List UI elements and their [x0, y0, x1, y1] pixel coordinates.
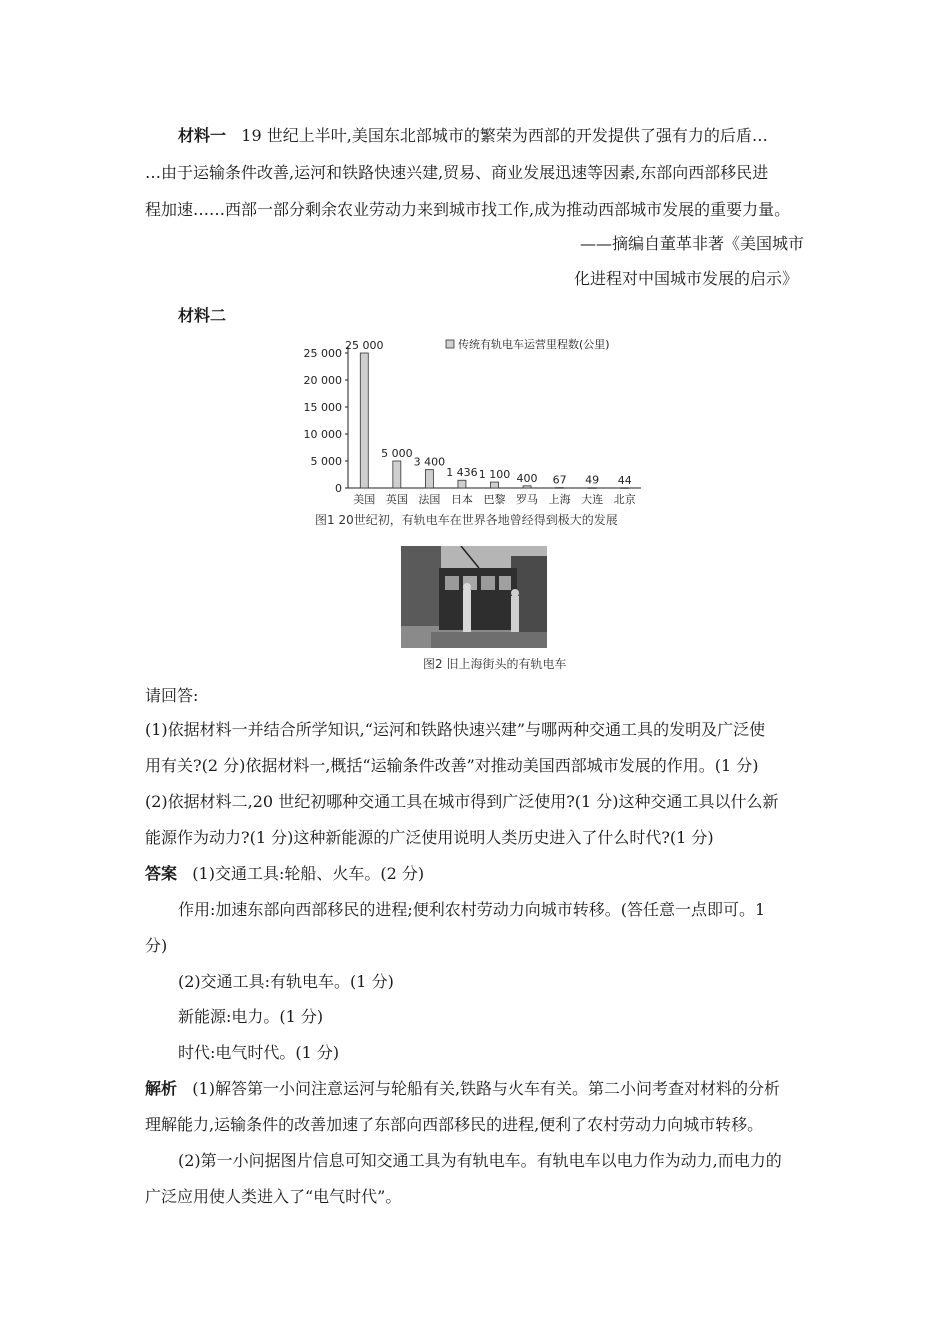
question1-line1: (1)依据材料一并结合所学知识,“运河和铁路快速兴建”与哪两种交通工具的发明及广泛使: [145, 720, 766, 739]
bar-3: [425, 470, 433, 488]
analysis-line1: [145, 1078, 780, 1100]
bar-value-label: 25 000: [345, 339, 384, 352]
material1-line2: …由于运输条件改善,运河和铁路快速兴建,贸易、商业发展迅速等因素,东部向西部移民进: [145, 163, 769, 182]
tram-photo-illustration: [401, 546, 547, 648]
analysis-p1-line2: 理解能力,运输条件的改善加速了东部向西部移民的进程,便利了农村劳动力向城市转移。: [145, 1115, 764, 1134]
answer-3: (2)交通工具:有轨电车。(1 分): [178, 972, 394, 991]
category-label: 美国: [353, 493, 376, 506]
bar-value-label: 49: [585, 473, 600, 487]
material2-label: 材料二: [178, 306, 227, 325]
bar-value-label: 3 400: [413, 455, 446, 469]
bar-value-label: 44: [617, 473, 632, 487]
analysis-label: 解析: [145, 1079, 178, 1098]
y-tick-label: 15 000: [303, 401, 342, 414]
bar-7: [556, 488, 564, 489]
bar-value-label: 1 100: [478, 468, 511, 482]
material1-source-line2: 化进程对中国城市发展的启示》: [574, 269, 799, 288]
bar-value-label: 1 436: [446, 466, 478, 480]
bar-value-label: 5 000: [381, 447, 413, 460]
category-label: 日本: [450, 493, 473, 506]
figure2-caption: 图2 旧上海街头的有轨电车: [423, 657, 567, 671]
tram-mileage-bar-chart: [296, 334, 656, 530]
bar-2: [393, 461, 401, 488]
y-tick-label: 25 000: [303, 347, 342, 360]
category-label: 上海: [548, 493, 571, 506]
question2-line2: 能源作为动力?(1 分)这种新能源的广泛使用说明人类历史进入了什么时代?(1 分): [145, 828, 714, 847]
category-label: 罗马: [516, 493, 539, 506]
analysis-p1-line1: (1)解答第一小问注意运河与轮船有关,铁路与火车有关。第二小问考查对材料的分析: [192, 1079, 781, 1098]
answer-1: (1)交通工具:轮船、火车。(2 分): [192, 864, 425, 883]
material1-label: 材料一: [178, 126, 227, 145]
question1-line2: 用有关?(2 分)依据材料一,概括“运输条件改善”对推动美国西部城市发展的作用。(1 分): [145, 756, 759, 775]
category-label: 大连: [581, 493, 604, 506]
bar-8: [588, 488, 596, 489]
analysis-p2-line2: 广泛应用使人类进入了“电气时代”。: [145, 1187, 402, 1206]
bar-9: [621, 488, 629, 489]
category-label: 法国: [418, 493, 441, 506]
material1-line1: [178, 125, 768, 147]
category-label: 北京: [613, 493, 636, 506]
bar-value-label: 67: [552, 473, 567, 487]
legend-swatch: [446, 340, 454, 348]
answer-line1: [145, 863, 424, 885]
bar-value-label: 400: [516, 471, 538, 485]
bar-5: [491, 482, 499, 488]
shanghai-tram-photo: [401, 546, 547, 648]
y-tick-label: 10 000: [303, 428, 342, 441]
material1-line3: 程加速……西部一部分剩余农业劳动力来到城市找工作,成为推动西部城市发展的重要力量。: [145, 200, 791, 219]
question2-line1: (2)依据材料二,20 世纪初哪种交通工具在城市得到广泛使用?(1 分)这种交通工具以什么新: [145, 792, 779, 811]
category-label: 英国: [385, 493, 408, 506]
bar-4: [458, 480, 466, 488]
bar-6: [523, 486, 531, 488]
y-tick-label: 0: [335, 482, 342, 495]
answer-label: 答案: [145, 864, 178, 883]
answer-4: 新能源:电力。(1 分): [178, 1007, 324, 1026]
y-tick-label: 20 000: [303, 374, 342, 387]
material1-text-line1: 19 世纪上半叶,美国东北部城市的繁荣为西部的开发提供了强有力的后盾…: [241, 126, 768, 145]
legend-label: 传统有轨电车运营里程数(公里): [458, 338, 610, 351]
figure1-caption: 图1 20世纪初，有轨电车在世界各地曾经得到极大的发展: [315, 513, 618, 527]
category-label: 巴黎: [483, 493, 506, 506]
answer-2-line2: 分): [145, 936, 168, 955]
prompt-text: 请回答:: [145, 686, 199, 705]
answer-5: 时代:电气时代。(1 分): [178, 1043, 340, 1062]
material1-source-line1: ——摘编自董革非著《美国城市: [580, 234, 805, 253]
analysis-p2-line1: (2)第一小问据图片信息可知交通工具为有轨电车。有轨电车以电力作为动力,而电力的: [178, 1151, 782, 1170]
bar-1: [360, 353, 368, 488]
answer-2-line1: 作用:加速东部向西部移民的进程;便利农村劳动力向城市转移。(答任意一点即可。1: [178, 900, 766, 919]
y-tick-label: 5 000: [310, 455, 342, 468]
